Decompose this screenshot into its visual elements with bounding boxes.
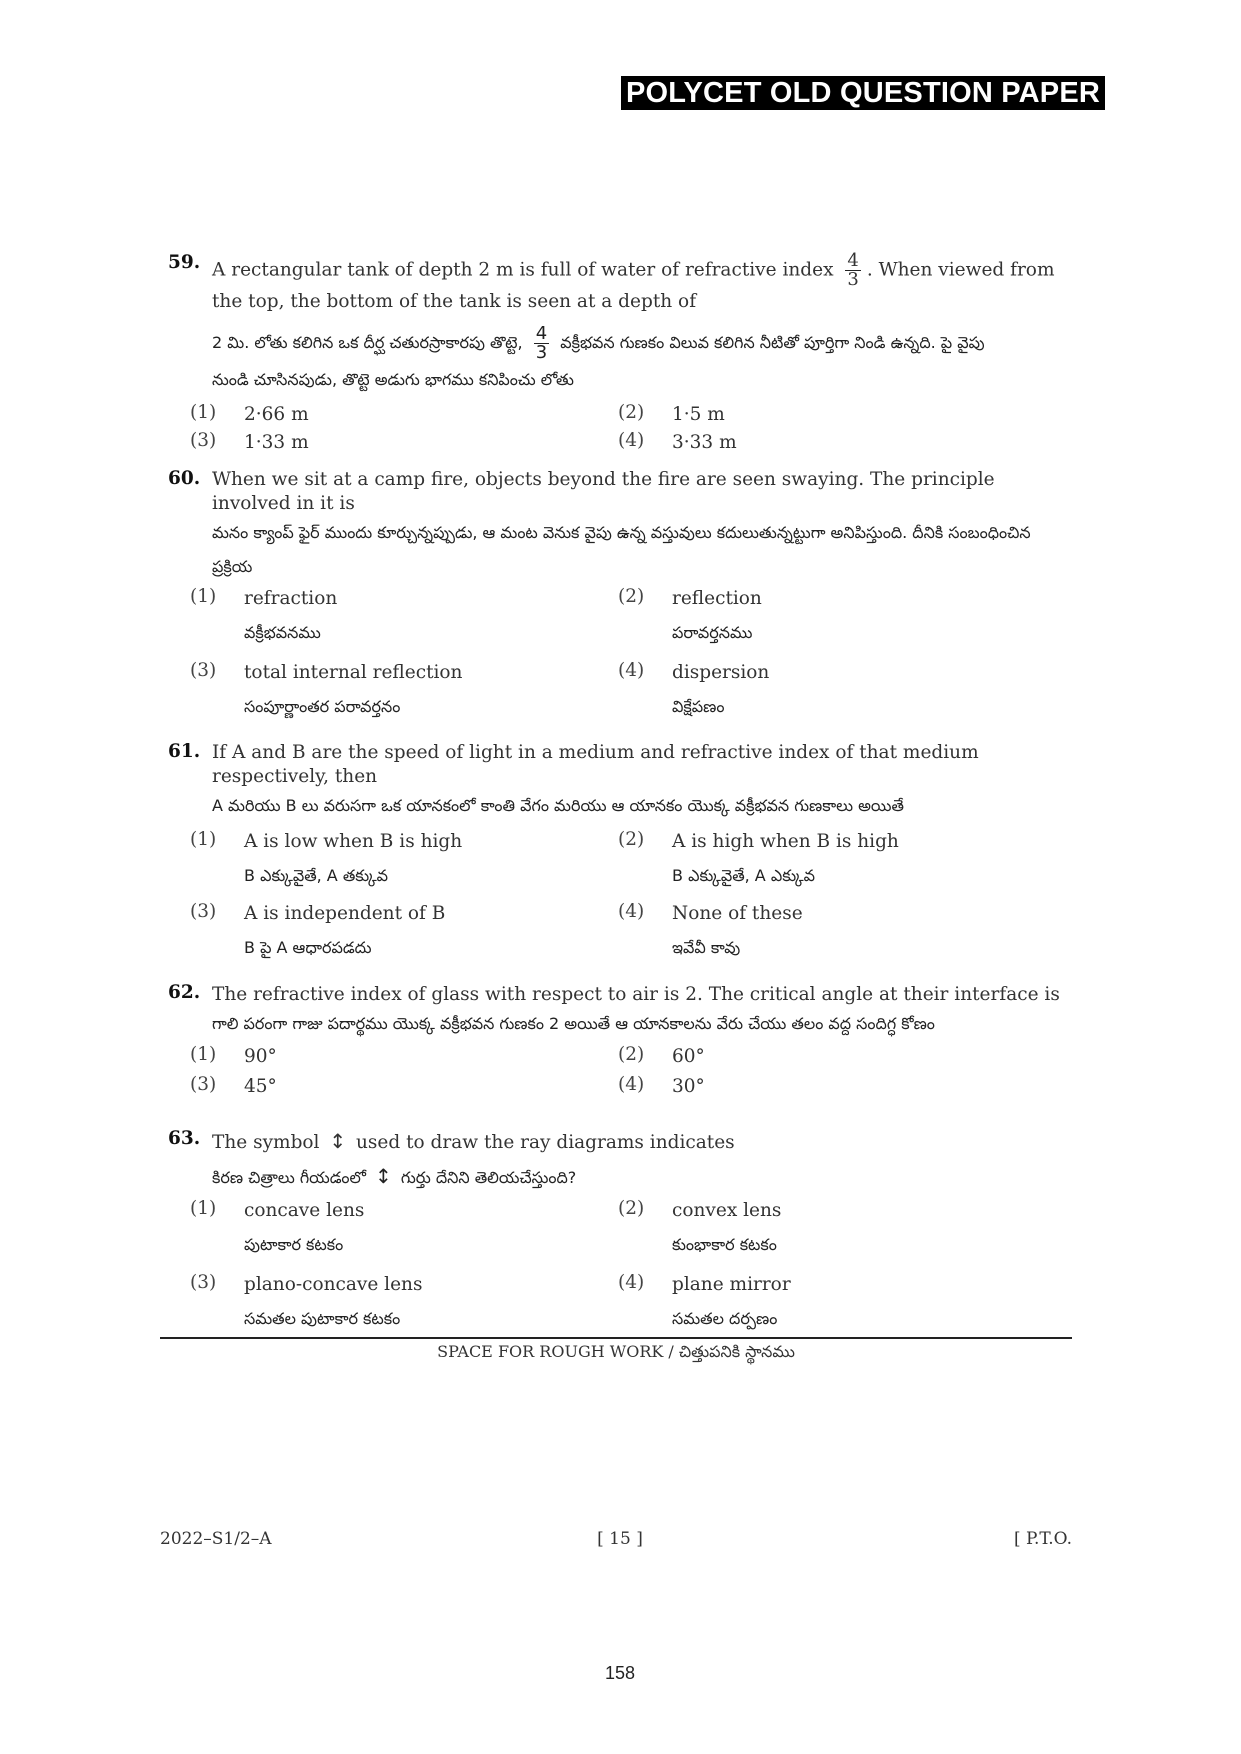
option-1: (1) 2·66 m: [190, 402, 309, 425]
question-text-telugu: 2 మి. లోతు కలిగిన ఒక దీర్ఘ చతురస్రాకారపు తొట్టె, $\frac{4}{3}$ వక్రీభవన గుణకం విలువ కలిగిన నీటితో పూర్తిగా నిండి ఉన్నది. పై వైపు నుండి చూసినపుడు, తొట్టె అడుగు భాగము కనిపించు లోతు: [212, 323, 985, 389]
question-number: 62.: [168, 982, 201, 1003]
fraction: $\frac{4}{3}$: [847, 250, 859, 290]
question-text-telugu: మనం క్యాంప్ ఫైర్ ముందు కూర్చున్నప్పుడు, ఆ మంట వెనుక వైపు ఉన్న వస్తువులు కదులుతున్నట్టుగా అనిపిస్తుంది. దీనికి సంబంధించిన ప్రక్రియ: [212, 523, 1031, 576]
question-61: [168, 741, 1074, 975]
question-text-telugu: A మరియు B లు వరుసగా ఒక యానకంలో కాంతి వేగం మరియు ఆ యానకం యొక్క వక్రీభవన గుణకాలు అయితే: [212, 796, 904, 815]
question-text: The symbol ↕ used to draw the ray diagrams indicates: [212, 1129, 735, 1153]
option-1: (1) A is low when B is high B ఎక్కువైతే, A తక్కువ: [190, 829, 463, 885]
option-3: (3) plano-concave lens సమతల పుటాకార కటకం: [190, 1272, 423, 1328]
page-number: 158: [604, 1663, 636, 1683]
option-2: (2) convex lens కుంభాకార కటకం: [618, 1198, 782, 1254]
question-text: If A and B are the speed of light in a medium and refractive index of that medium respectively, then: [212, 742, 979, 787]
pto-label: [ P.T.O.: [1013, 1529, 1072, 1549]
question-text-telugu: కిరణ చిత్రాలు గీయడంలో ↕ గుర్తు దేనిని తెలియచేస్తుంది?: [212, 1164, 577, 1188]
rough-work-label: SPACE FOR ROUGH WORK / చిత్తుపనికి స్థానము: [437, 1342, 795, 1361]
question-number: 59.: [168, 252, 201, 273]
question-62: [168, 982, 1074, 1104]
question-text: A rectangular tank of depth 2 m is full of water of refractive index $\frac{4}{3}$ . When viewed from the top, the bottom of the tank is seen at a depth of: [212, 250, 1055, 312]
option-1: (1) concave lens పుటాకార కటకం: [190, 1198, 365, 1254]
question-60: [168, 468, 1074, 732]
option-4: (4) plane mirror సమతల దర్పణం: [618, 1272, 791, 1328]
question-number: 61.: [168, 741, 201, 762]
option-2: (2) A is high when B is high B ఎక్కువైతే, A ఎక్కువ: [618, 829, 899, 885]
option-3: (3) A is independent of B B పై A ఆధారపడదు: [190, 901, 446, 957]
page-bracket: [ 15 ]: [597, 1529, 643, 1549]
question-text: The refractive index of glass with respect to air is 2. The critical angle at their interface is: [212, 984, 1060, 1005]
option-4: (4) dispersion విక్షేపణం: [618, 660, 770, 716]
question-63: [168, 1128, 1074, 1348]
option-1: (1) 90°: [190, 1044, 277, 1067]
title-banner: POLYCET OLD QUESTION PAPER: [621, 76, 1105, 110]
option-4: (4) 30°: [618, 1074, 705, 1097]
question-number: 60.: [168, 468, 201, 489]
question-text: When we sit at a camp fire, objects beyond the fire are seen swaying. The principle involved in it is: [212, 469, 995, 514]
double-arrow-icon: ↕: [329, 1129, 347, 1153]
question-number: 63.: [168, 1128, 201, 1149]
double-arrow-icon: ↕: [375, 1164, 392, 1188]
question-59: [168, 252, 1074, 462]
option-2: (2) 60°: [618, 1044, 705, 1067]
option-1: (1) refraction వక్రీభవనము: [190, 586, 338, 642]
divider: [160, 1337, 1072, 1339]
option-3: (3) 1·33 m: [190, 430, 309, 453]
option-2: (2) reflection పరావర్తనము: [618, 586, 762, 642]
option-3: (3) 45°: [190, 1074, 277, 1097]
option-4: (4) None of these ఇవేవీ కావు: [618, 901, 803, 957]
option-4: (4) 3·33 m: [618, 430, 737, 453]
option-2: (2) 1·5 m: [618, 402, 725, 425]
paper-code: 2022–S1/2–A: [160, 1529, 272, 1549]
question-text-telugu: గాలి పరంగా గాజు పదార్థము యొక్క వక్రీభవన గుణకం 2 అయితే ఆ యానకాలను వేరు చేయు తలం వద్ద సందిగ్ధ కోణం: [212, 1014, 935, 1033]
option-3: (3) total internal reflection సంపూర్ణాంతర పరావర్తనం: [190, 660, 463, 716]
